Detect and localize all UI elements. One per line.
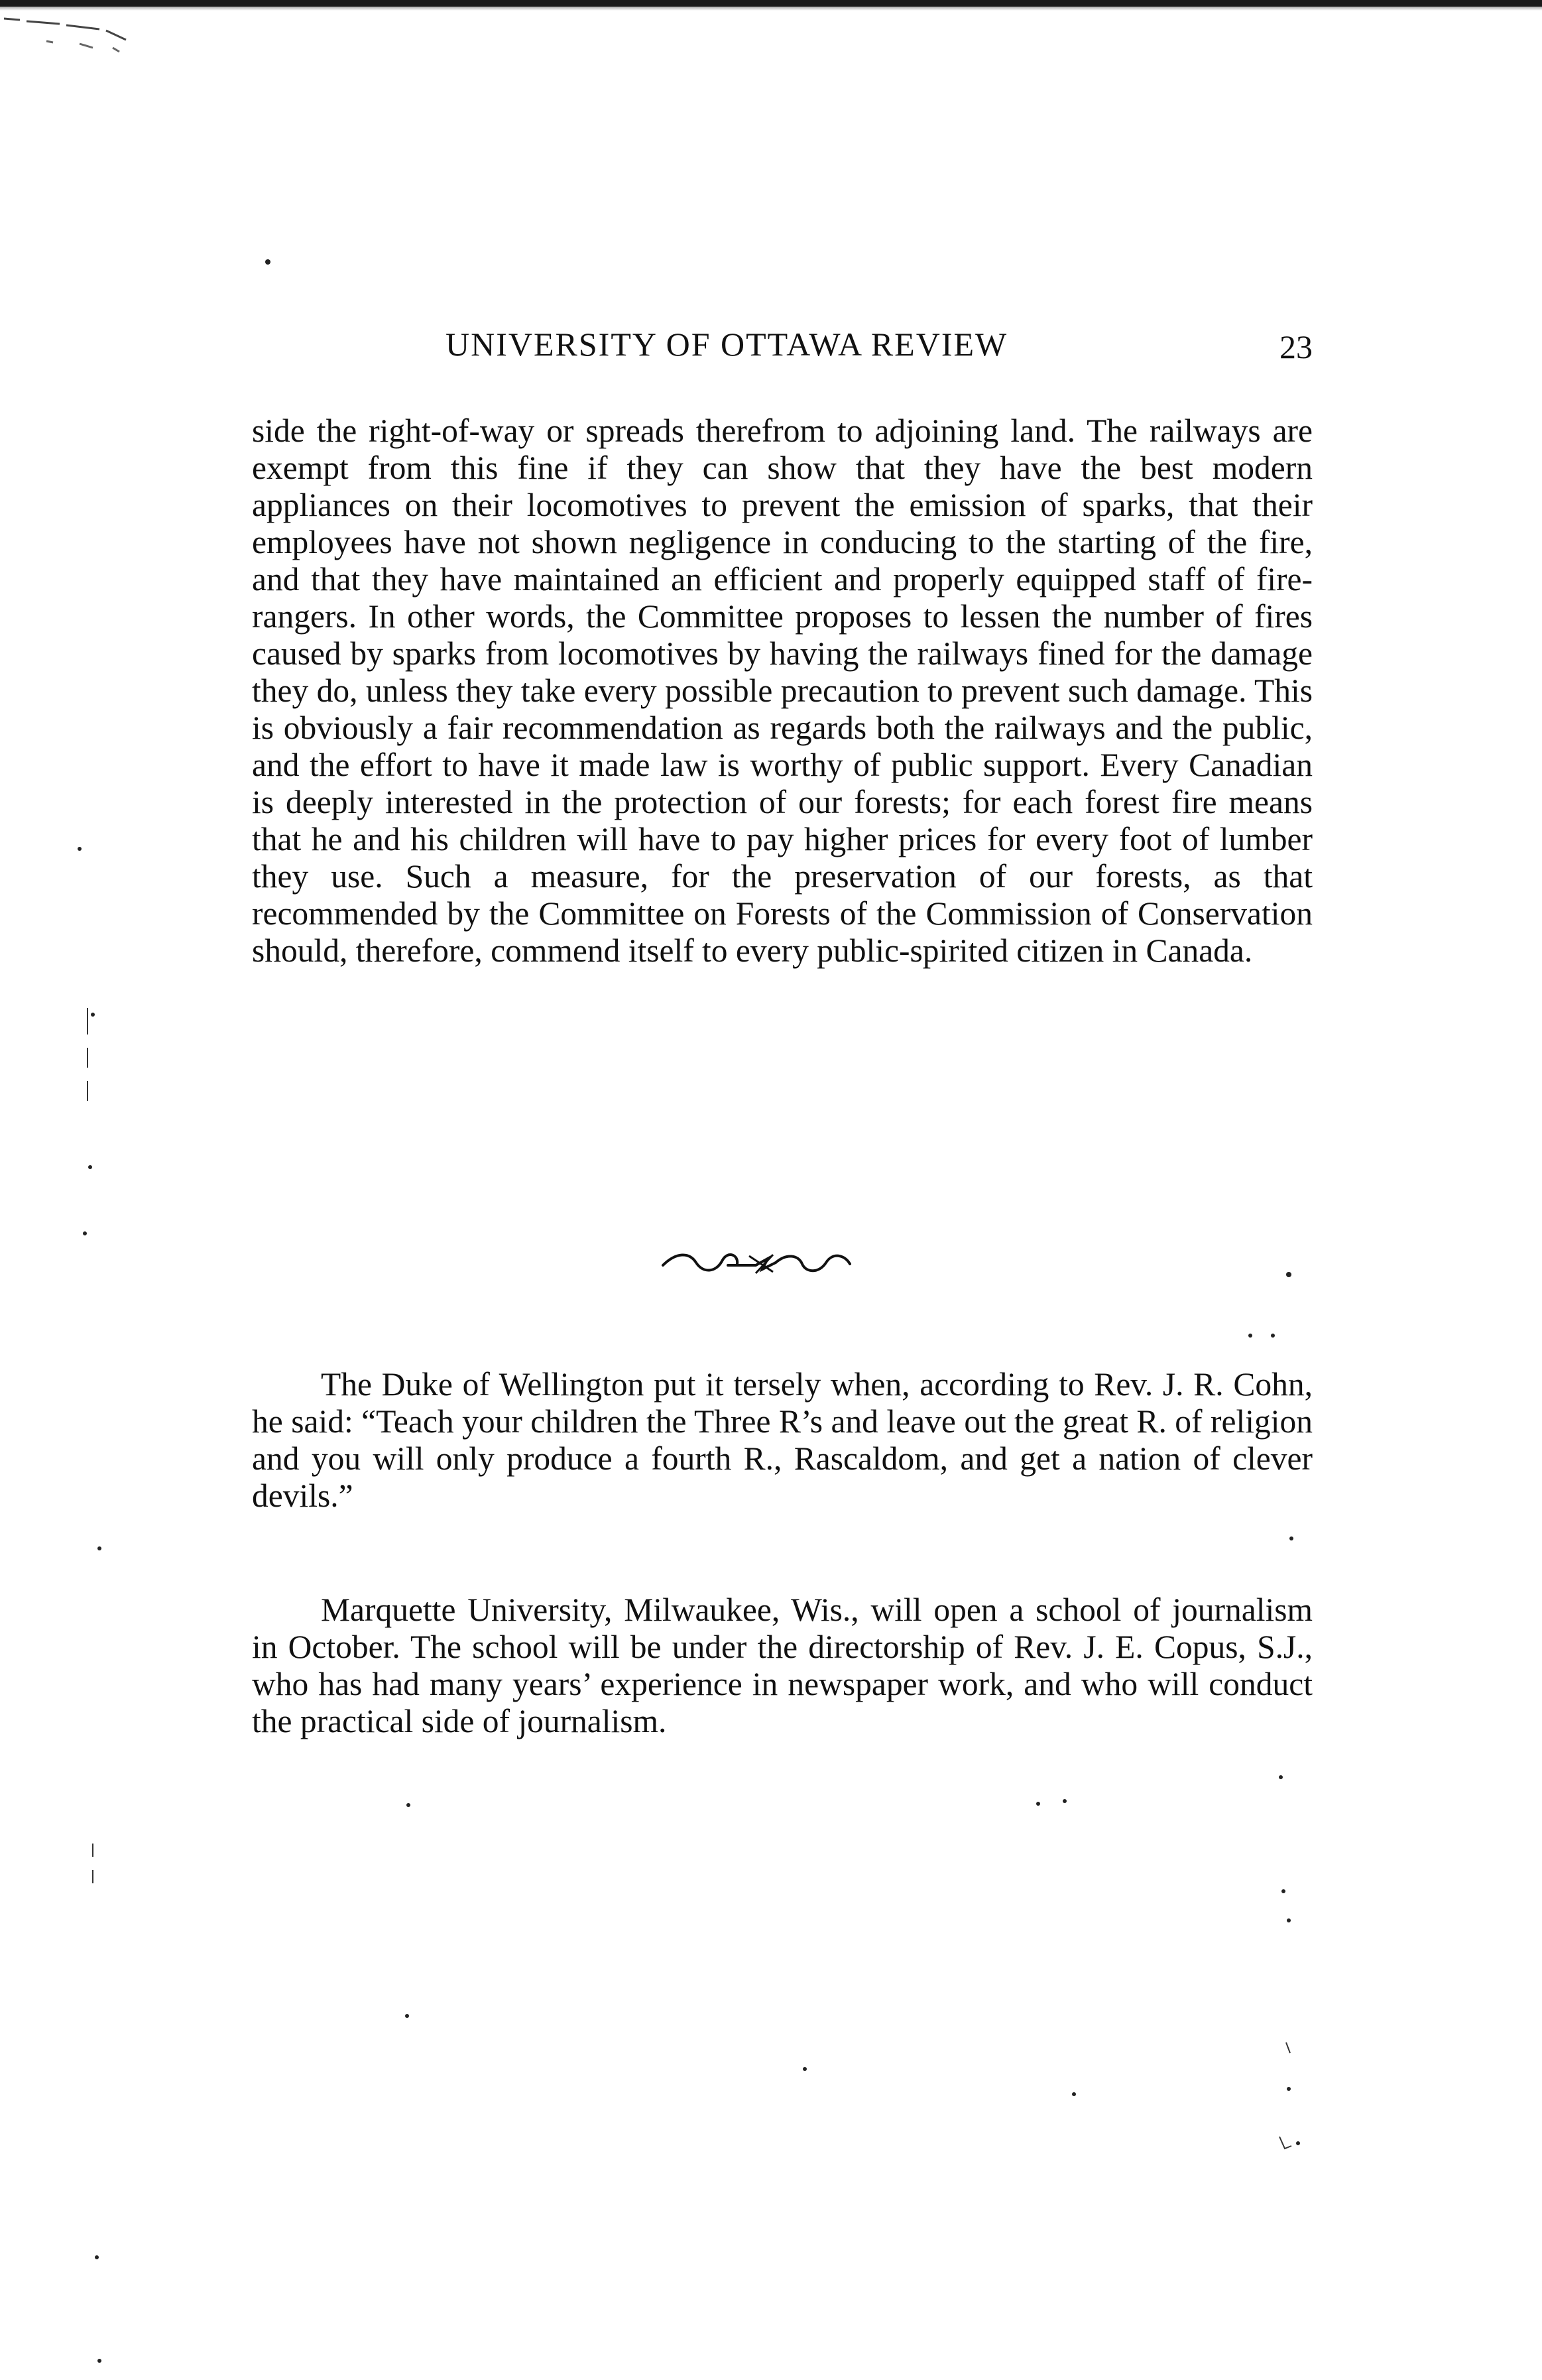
page-number: 23 [1279,328,1313,365]
body-paragraph-marquette-university: Marquette University, Milwaukee, Wis., will open a school of journalism in October. The school will be under the directorship of Rev. J. E. Copus, S.J., who has had many years’ experience in newspaper work, and who will conduct the practical side of journalism. [252,1592,1313,1739]
running-head: UNIVERSITY OF OTTAWA REVIEW [445,326,1008,363]
body-paragraph-forest-fires: side the right-of-way or spreads therefrom to adjoining land. The railways are exempt from this fine if they can show that they have the best modern appliances on their locomotives to prevent the emission of sparks, that their employees have not shown negligence in conducing to the starting of the fire, and that they have maintained an efficient and properly equipped staff of fire-rangers. In other words, the Committee proposes to lessen the number of fires caused by sparks from locomotives by having the railways fined for the damage they do, unless they take every possible precaution to prevent such damage. This is obviously a fair recommendation as regards both the railways and the public, and the effort to have it made law is worthy of public support. Every Canadian is deeply interested in the protection of our forests; for each forest fire means that he and his children will have to pay higher prices for every foot of lumber they use. Such a measure, for the preservation of our forests, as that recommended by the Committee on Forests of the Commission of Conservation should, therefore, commend itself to every public-spirited citizen in Canada. [252,412,1313,969]
corner-scan-mark-icon [0,15,139,54]
section-divider-flourish-icon [656,1240,855,1286]
top-edge-rule [0,0,1542,7]
page-header [252,325,1313,371]
body-paragraph-duke-of-wellington: The Duke of Wellington put it tersely when, according to Rev. J. R. Cohn, he said: “Teach your children the Three R’s and leave out the great R. of religion and you will only produce a fourth R., Rascaldom, and get a nation of clever devils.” [252,1366,1313,1514]
top-edge-shadow [0,7,1542,11]
